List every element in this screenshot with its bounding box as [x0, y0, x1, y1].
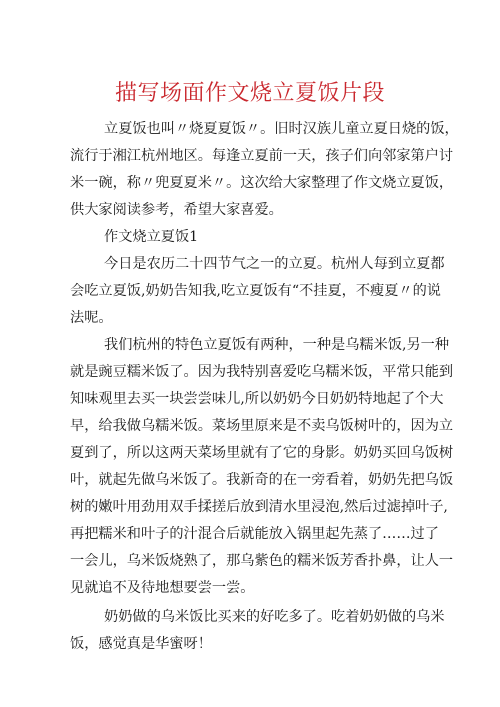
paragraph-line: 饭，感觉真是华蜜呀！ — [70, 636, 212, 652]
paragraph-line: 会吃立夏饭,奶奶告知我,吃立夏饭有“不挂夏，不瘦夏〃的说 — [70, 283, 441, 299]
paragraph-line: 早，给我做乌糯米饭。菜场里原来是不卖乌饭树叶的，因为立 — [70, 418, 454, 434]
paragraph-line: 再把糯米和叶子的汁混合后就能放入锅里起先蒸了……过了 — [70, 526, 439, 542]
section-heading: 作文烧立夏饭1 — [104, 229, 199, 245]
paragraph-line: 立夏饭也叫〃烧夏夏饭〃。旧时汉族儿童立夏日烧的饭， — [104, 121, 459, 137]
paragraph-line: 米一碗，称〃兜夏夏米〃。这次给大家整理了作文烧立夏饭， — [70, 175, 454, 191]
paragraph-line: 我们杭州的特色立夏饭有两种，一种是乌糯米饭,另一种 — [104, 337, 450, 353]
paragraph-line: 叶，就起先做乌米饭了。我新奇的在一旁看着，奶奶先把乌饭 — [70, 472, 454, 488]
paragraph-line: 就是豌豆糯米饭了。因为我特别喜爱吃乌糯米饭，平常只能到 — [70, 364, 454, 380]
paragraph-line: 一会儿，乌米饭烧熟了，那乌紫色的糯米饭芳香扑鼻，让人一 — [70, 553, 454, 569]
paragraph-line: 供大家阅读参考，希望大家喜爱。 — [70, 202, 283, 218]
paragraph-line: 法呢。 — [70, 310, 113, 326]
document-title: 描写场面作文烧立夏饭片段 — [114, 81, 385, 106]
paragraph-line: 知味观里去买一块尝尝味儿,所以奶奶今日奶奶特地起了个大 — [70, 391, 444, 407]
paragraph-line: 奶奶做的乌米饭比买来的好吃多了。吃着奶奶做的乌米 — [104, 609, 445, 625]
paragraph-line: 今日是农历二十四节气之一的立夏。杭州人每到立夏都 — [104, 256, 445, 272]
paragraph-line: 树的嫩叶用劲用双手揉搓后放到清水里浸泡,然后过滤掉叶子, — [70, 499, 448, 515]
paragraph-line: 见就追不及待地想要尝一尝。 — [70, 580, 255, 596]
paragraph-line: 流行于湘江杭州地区。每逢立夏前一天，孩子们向邻家第户讨 — [70, 148, 454, 164]
paragraph-line: 夏到了，所以这两天菜场里就有了它的身影。奶奶买回乌饭树 — [70, 445, 454, 461]
